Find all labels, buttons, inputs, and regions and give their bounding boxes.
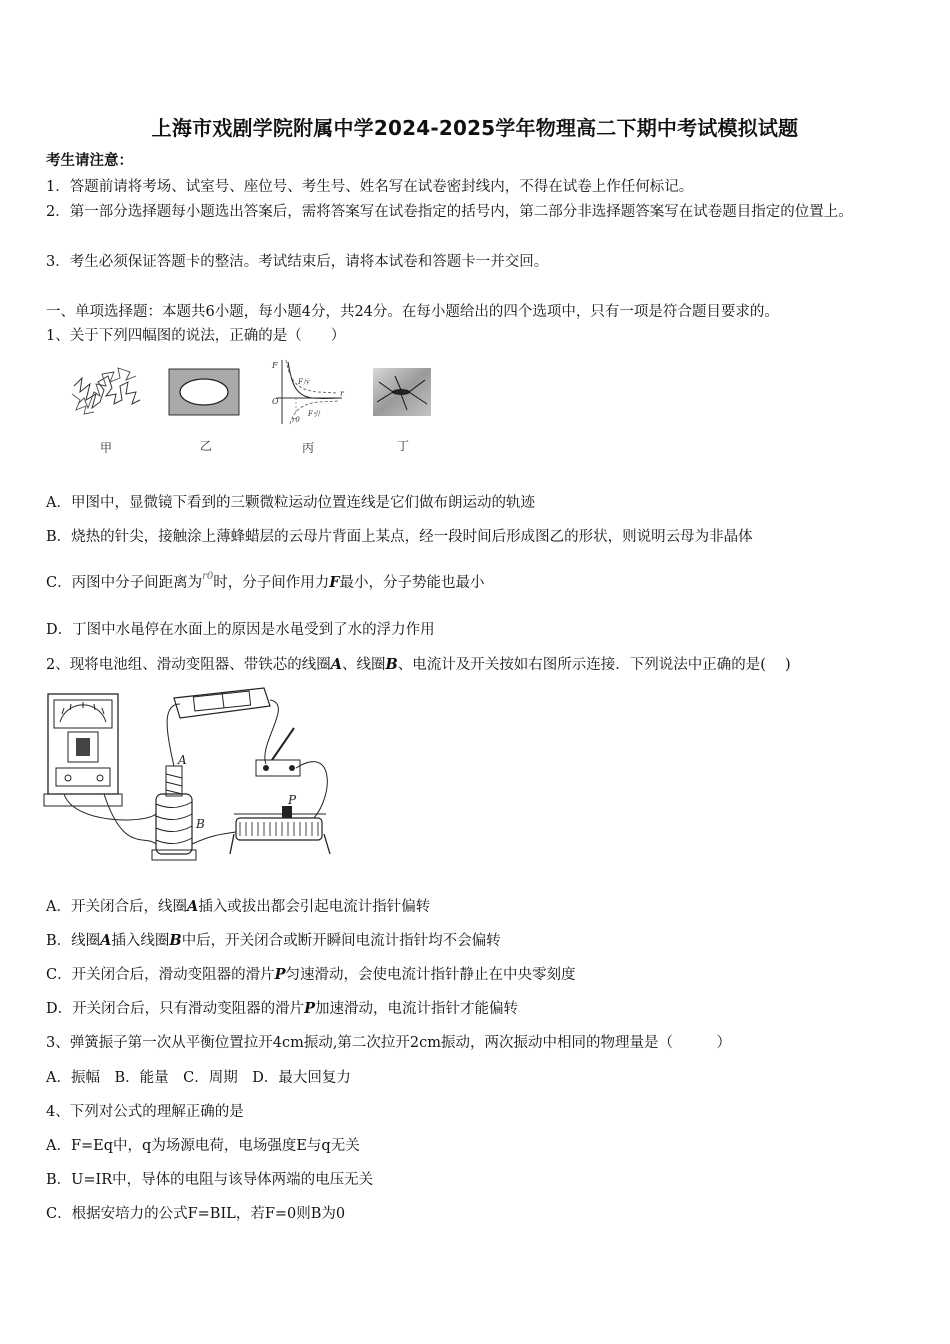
q1-option-c-pre: C．丙图中分子间距离为 <box>46 575 203 591</box>
q2-a-pre: A．开关闭合后，线圈 <box>46 899 187 915</box>
q2-d-pre: D．开关闭合后，只有滑动变阻器的滑片 <box>46 1001 305 1017</box>
q1-option-b: B．烧热的针尖，接触涂上薄蜂蜡层的云母片背面上某点，经一段时间后形成图乙的形状，则说明云母为非晶体 <box>46 529 753 545</box>
q2-c-pre: C．开关闭合后，滑动变阻器的滑片 <box>46 967 275 983</box>
figure-ding-water-strider <box>373 368 431 416</box>
coil-a-symbol: A <box>330 656 342 673</box>
graph-label-r0: r0 <box>292 416 300 424</box>
q2-option-b <box>46 931 501 951</box>
q4-option-a: A．F=Eq中，q为场源电荷，电场强度E与q无关 <box>46 1138 360 1154</box>
q1-stem: 1、关于下列四幅图的说法，正确的是（ ） <box>46 328 346 344</box>
q3-options: A．振幅 B．能量 C．周期 D．最大回复力 <box>46 1070 351 1086</box>
figure-yi-mica <box>169 369 239 415</box>
notice-item-2: 2．第一部分选择题每小题选出答案后，需将答案写在试卷指定的括号内，第二部分非选择题答案写在试卷题目指定的位置上。 <box>46 204 853 220</box>
graph-label-attractive: F引 <box>308 410 320 418</box>
q2-d-post: 加速滑动，电流计指针才能偏转 <box>315 1001 519 1017</box>
section-heading: 一、单项选择题：本题共6小题，每小题4分，共24分。在每小题给出的四个选项中，只有一项是符合题目要求的。 <box>46 304 779 320</box>
notice-heading: 考生请注意： <box>46 152 133 169</box>
figure-bing-force-graph <box>268 358 348 428</box>
q2-b-pre: B．线圈 <box>46 933 101 949</box>
label-coil-b: B <box>196 817 205 831</box>
coil-a-symbol: A <box>186 898 199 915</box>
coil-b-symbol: B <box>385 656 398 673</box>
graph-label-origin: O <box>272 397 279 406</box>
q2-stem-post: 、电流计及开关按如右图所示连接．下列说法中正确的是( ) <box>397 657 791 673</box>
caption-yi: 乙 <box>200 439 213 453</box>
label-coil-a: A <box>178 753 187 767</box>
notice-item-1: 1．答题前请将考场、试室号、座位号、考生号、姓名写在试卷密封线内，不得在试卷上作任何标记。 <box>46 179 694 195</box>
q2-stem-pre: 2、现将电池组、滑动变阻器、带铁芯的线圈 <box>46 657 331 673</box>
caption-jia: 甲 <box>100 441 113 455</box>
q1-option-c-mid: 时，分子间作用力 <box>213 575 330 591</box>
q1-option-a: A．甲图中，显微镜下看到的三颗微粒运动位置连线是它们做布朗运动的轨迹 <box>46 495 535 511</box>
q1-option-c-post: 最小，分子势能也最小 <box>339 575 485 591</box>
q2-option-d <box>46 999 518 1019</box>
q1-option-d: D．丁图中水黾停在水面上的原因是水黾受到了水的浮力作用 <box>46 622 435 638</box>
q2-option-c <box>46 965 576 985</box>
q2-b-mid: 插入线圈 <box>111 933 170 949</box>
slider-p-symbol: P <box>274 966 286 983</box>
q2-b-post: 中后，开关闭合或断开瞬间电流计指针均不会偏转 <box>181 933 501 949</box>
q1-option-c <box>46 573 485 595</box>
r0-symbol: r0 <box>202 571 214 582</box>
graph-label-F: F <box>272 361 278 370</box>
q3-stem: 3、弹簧振子第一次从平衡位置拉开4cm振动,第二次拉开2cm振动，两次振动中相同的物理量是（ ） <box>46 1035 732 1051</box>
label-slider-p: P <box>288 793 297 807</box>
q4-option-b: B．U=IR中，导体的电阻与该导体两端的电压无关 <box>46 1172 374 1188</box>
force-symbol: F <box>329 574 340 591</box>
page-title: 上海市戏剧学院附属中学2024-2025学年物理高二下期中考试模拟试题 <box>151 116 799 140</box>
figure-jia-brownian <box>70 364 142 416</box>
coil-a-symbol: A <box>100 932 112 949</box>
q2-stem <box>46 655 791 675</box>
q2-option-a <box>46 897 430 917</box>
caption-bing: 丙 <box>302 441 315 455</box>
q4-stem: 4、下列对公式的理解正确的是 <box>46 1104 244 1120</box>
notice-item-3: 3．考生必须保证答题卡的整洁。考试结束后，请将本试卷和答题卡一并交回。 <box>46 254 549 270</box>
graph-label-repulsive: F斥 <box>298 378 310 386</box>
slider-p-symbol: P <box>304 1000 316 1017</box>
coil-b-symbol: B <box>169 932 182 949</box>
q2-c-post: 匀速滑动，会使电流计指针静止在中央零刻度 <box>285 967 576 983</box>
caption-ding: 丁 <box>397 439 410 453</box>
q4-option-c: C．根据安培力的公式F=BIL，若F=0则B为0 <box>46 1206 346 1222</box>
q2-stem-mid: 、线圈 <box>342 657 386 673</box>
figure-circuit <box>44 684 344 874</box>
q2-a-post: 插入或拔出都会引起电流计指针偏转 <box>198 899 431 915</box>
graph-label-r: r <box>340 389 344 398</box>
